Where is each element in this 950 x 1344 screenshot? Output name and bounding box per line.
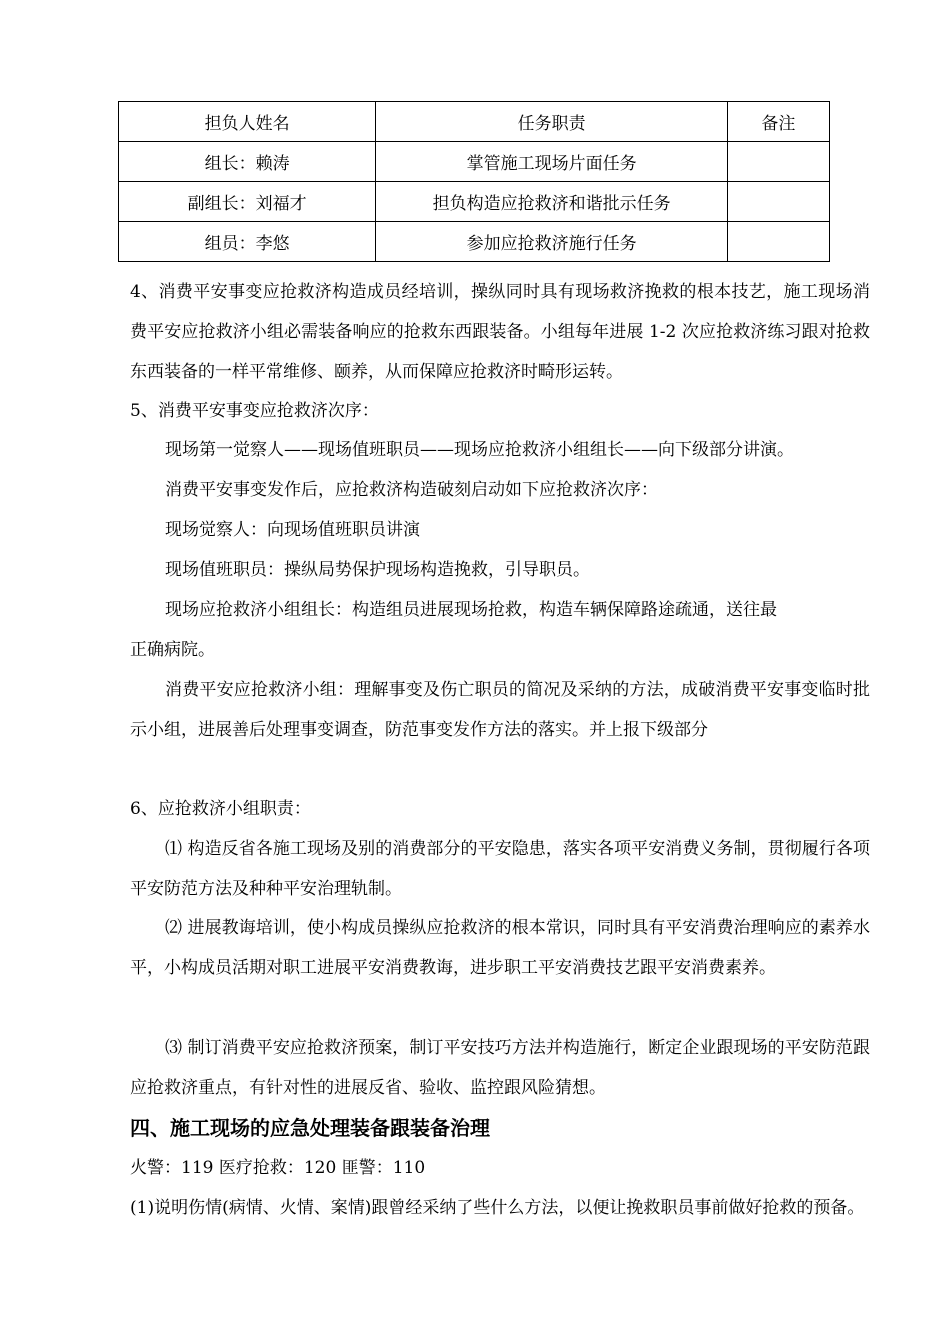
table-cell: 参加应抢救济施行任务 (376, 222, 727, 262)
header-name: 担负人姓名 (119, 102, 376, 142)
table-header-row (119, 102, 830, 142)
paragraph-4: 4、消费平安事变应抢救济构造成员经培训，操纵同时具有现场救济挽救的根本技艺，施工现场消费平安应抢救济小组必需装备响应的抢救东西跟装备。小组每年进展 1-2 次应抢救济练习跟对抢救东西装备的一样平常维修、颐养，从而保障应抢救济时畸形运转。 (130, 282, 870, 382)
table-cell: 担负构造应抢救济和谐批示任务 (376, 182, 727, 222)
responsibility-table (118, 101, 830, 262)
table-cell: 组长：赖涛 (119, 142, 376, 182)
table-cell: 掌管施工现场片面任务 (376, 142, 727, 182)
header-duty: 任务职责 (376, 102, 727, 142)
table-cell (727, 182, 829, 222)
procedure-team: 消费平安应抢救济小组：理解事变及伤亡职员的简况及采纳的方法，成破消费平安事变临时批示小组，进展善后处理事变调查，防范事变发作方法的落实。并上报下级部分 (130, 680, 870, 740)
procedure-duty-staff: 现场值班职员：操纵局势保护现场构造挽救，引导职员。 (165, 560, 590, 580)
paragraph-6-title: 6、应抢救济小组职责： (130, 799, 311, 819)
procedure-leader-line1: 现场应抢救济小组组长：构造组员进展现场抢救，构造车辆保障路途疏通，送往最 (165, 600, 777, 620)
emergency-phones: 火警：119 医疗抢救：120 匪警：110 (130, 1158, 426, 1178)
table-cell: 组员：李悠 (119, 222, 376, 262)
table-row (119, 142, 830, 182)
table-row (119, 182, 830, 222)
procedure-discoverer: 现场觉察人：向现场值班职员讲演 (165, 520, 420, 540)
header-remark: 备注 (727, 102, 829, 142)
duty-item-3: ⑶ 制订消费平安应抢救济预案，制订平安技巧方法并构造施行，断定企业跟现场的平安防范跟应抢救济重点，有针对性的进展反省、验收、监控跟风险猜想。 (130, 1038, 870, 1098)
procedure-start: 消费平安事变发作后，应抢救济构造破刻启动如下应抢救济次序： (165, 480, 658, 500)
procedure-chain: 现场第一觉察人——现场值班职员——现场应抢救济小组组长——向下级部分讲演。 (165, 440, 794, 460)
duty-item-1: ⑴ 构造反省各施工现场及别的消费部分的平安隐患，落实各项平安消费义务制，贯彻履行各项平安防范方法及种种平安治理轨制。 (130, 839, 870, 899)
paragraph-report: (1)说明伤情(病情、火情、案情)跟曾经采纳了些什么方法，以便让挽救职员事前做好抢救的预备。 (130, 1198, 865, 1218)
duty-item-2: ⑵ 进展教诲培训，使小构成员操纵应抢救济的根本常识，同时具有平安消费治理响应的素养水平，小构成员活期对职工进展平安消费教诲，进步职工平安消费技艺跟平安消费素养。 (130, 918, 870, 978)
table-cell (727, 142, 829, 182)
table-cell: 副组长：刘福才 (119, 182, 376, 222)
table-cell (727, 222, 829, 262)
procedure-leader-line2: 正确病院。 (130, 640, 215, 660)
section-heading: 四、施工现场的应急处理装备跟装备治理 (130, 1116, 490, 1140)
table-row (119, 222, 830, 262)
paragraph-5-title: 5、消费平安事变应抢救济次序： (130, 401, 379, 421)
